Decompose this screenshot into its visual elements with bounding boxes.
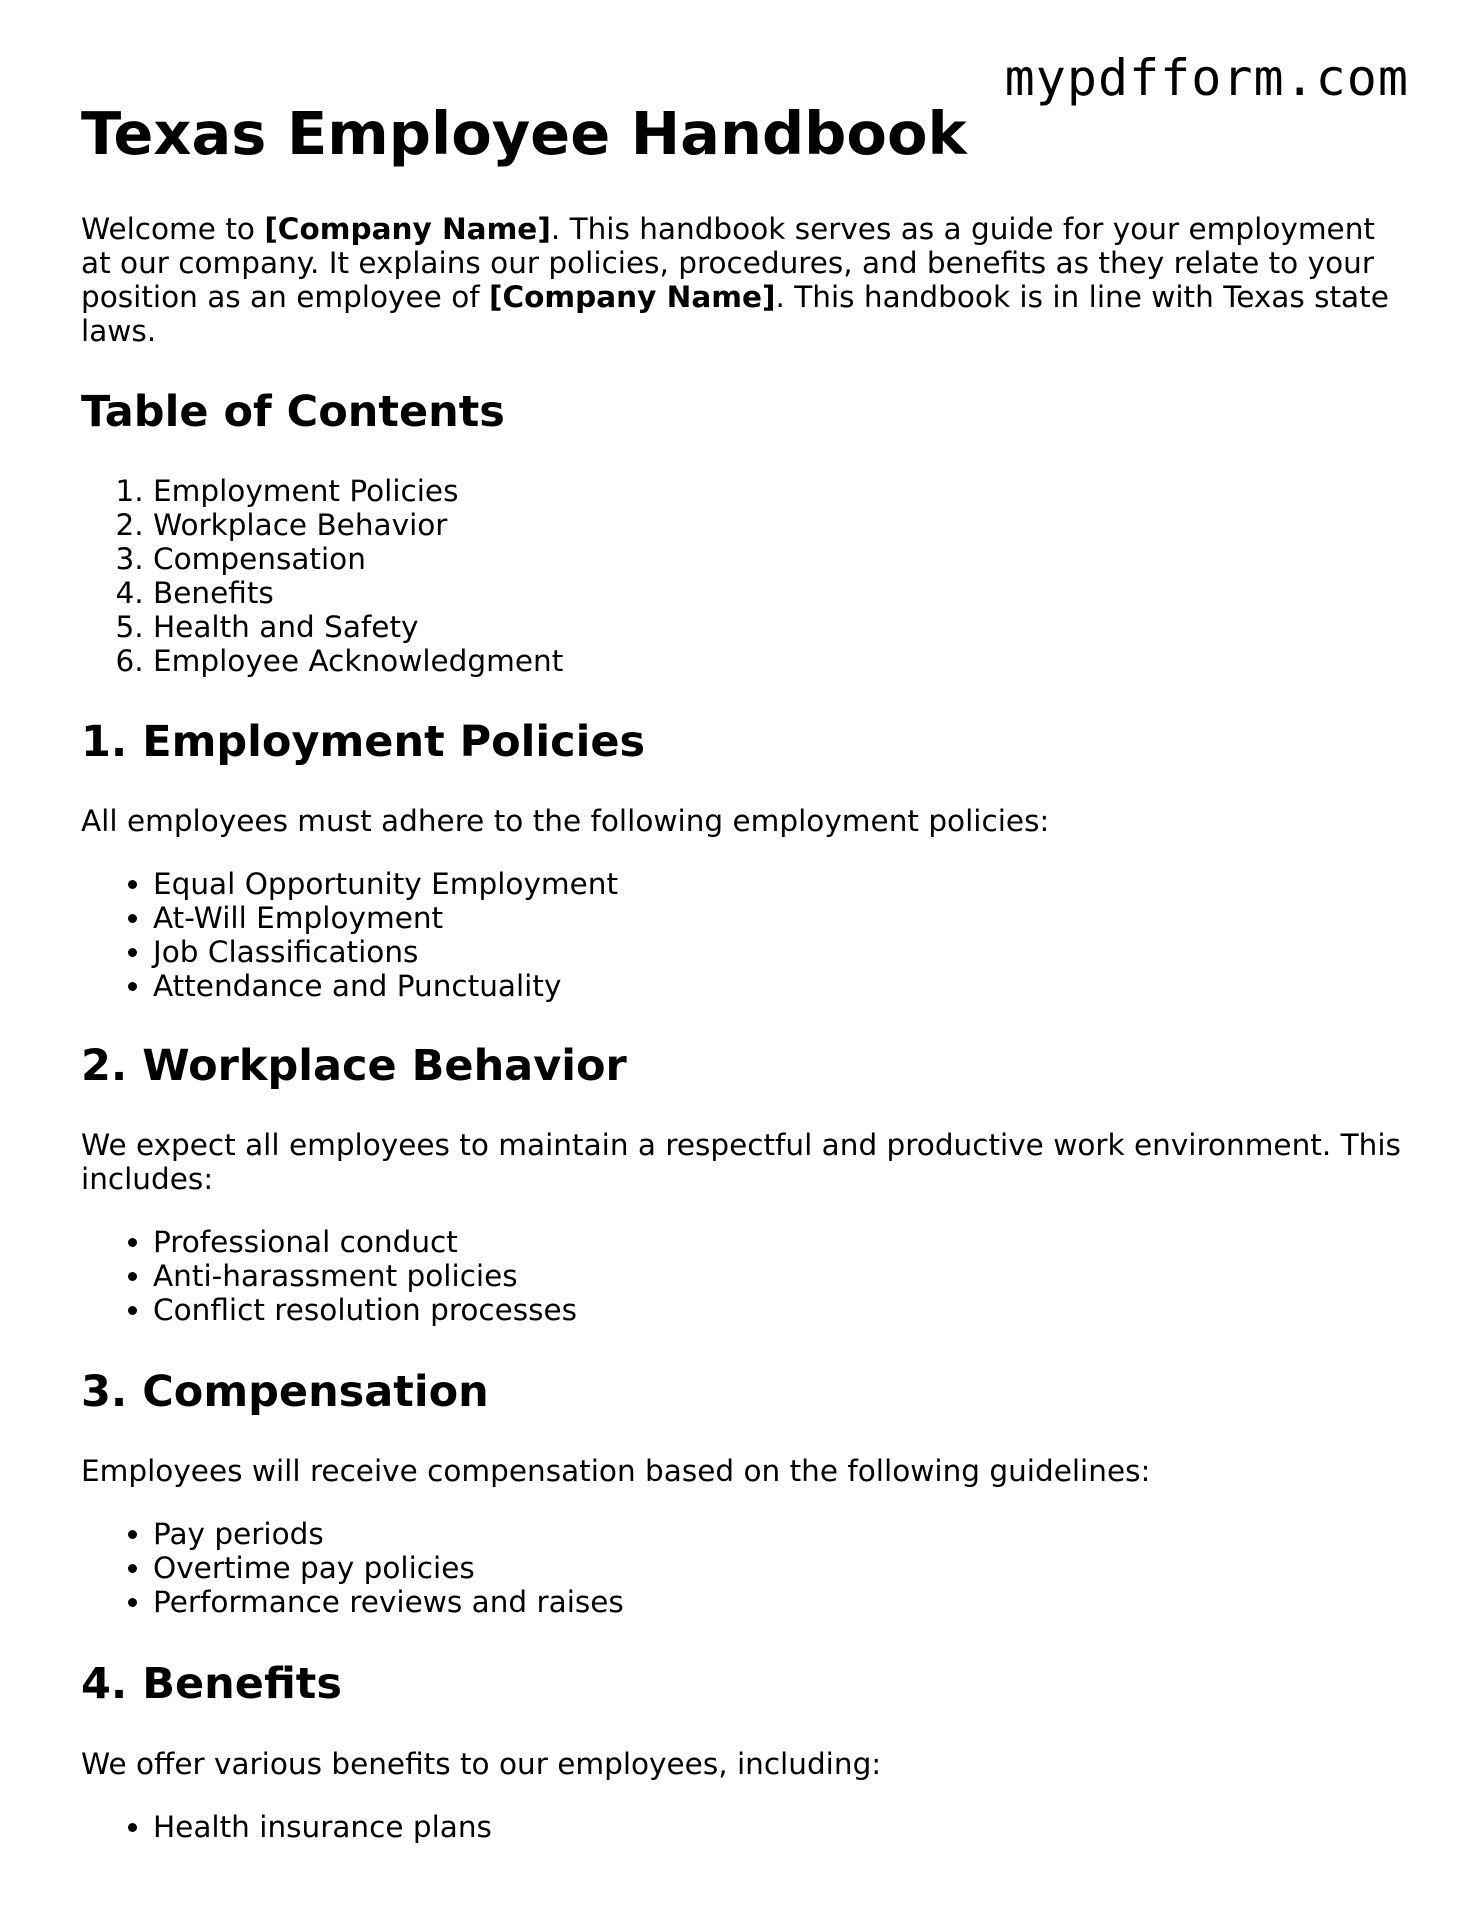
company-name-placeholder: [Company Name] bbox=[489, 280, 776, 314]
section-heading-workplace-behavior: 2. Workplace Behavior bbox=[81, 1041, 627, 1091]
section-text: Employees will receive compensation based on the following guidelines: bbox=[81, 1454, 1151, 1488]
toc-item: 6. Employee Acknowledgment bbox=[153, 644, 563, 678]
list-item: • Job Classifications bbox=[153, 935, 618, 969]
intro-text-1: Welcome to bbox=[81, 212, 265, 246]
toc-item: 1. Employment Policies bbox=[153, 474, 563, 508]
page-title: Texas Employee Handbook bbox=[81, 99, 967, 168]
toc-item: 3. Compensation bbox=[153, 542, 563, 576]
section-text: All employees must adhere to the following employment policies: bbox=[81, 804, 1050, 838]
watermark: mypdfform.com bbox=[1004, 49, 1409, 107]
section-list bbox=[81, 1225, 577, 1327]
list-item: • Anti-harassment policies bbox=[153, 1259, 577, 1293]
list-item: • Performance reviews and raises bbox=[153, 1585, 624, 1619]
toc-list bbox=[81, 474, 563, 678]
section-heading-employment-policies: 1. Employment Policies bbox=[81, 717, 646, 767]
section-text: We offer various benefits to our employees, including: bbox=[81, 1747, 882, 1781]
section-list bbox=[81, 1810, 492, 1844]
section-heading-benefits: 4. Benefits bbox=[81, 1659, 342, 1709]
company-name-placeholder: [Company Name] bbox=[264, 212, 551, 246]
toc-item: 4. Benefits bbox=[153, 576, 563, 610]
toc-item: 5. Health and Safety bbox=[153, 610, 563, 644]
list-item: • Health insurance plans bbox=[153, 1810, 492, 1844]
toc-heading: Table of Contents bbox=[81, 387, 505, 437]
list-item: • Conflict resolution processes bbox=[153, 1293, 577, 1327]
section-text: We expect all employees to maintain a respectful and productive work environment. This includes: bbox=[81, 1128, 1401, 1196]
intro-text-3: . This handbook is in line with Texas state laws. bbox=[81, 280, 1389, 348]
list-item: • Attendance and Punctuality bbox=[153, 969, 618, 1003]
section-list bbox=[81, 867, 618, 1003]
intro-paragraph bbox=[81, 212, 1411, 348]
list-item: • Professional conduct bbox=[153, 1225, 577, 1259]
section-heading-compensation: 3. Compensation bbox=[81, 1367, 489, 1417]
section-list bbox=[81, 1517, 624, 1619]
intro-text-2: . This handbook serves as a guide for your employment at our company. It explains our policies, procedures, and benefits as they relate to your position as an employee of bbox=[81, 212, 1375, 314]
list-item: • Overtime pay policies bbox=[153, 1551, 624, 1585]
list-item: • Pay periods bbox=[153, 1517, 624, 1551]
list-item: • At-Will Employment bbox=[153, 901, 618, 935]
list-item: • Equal Opportunity Employment bbox=[153, 867, 618, 901]
toc-item: 2. Workplace Behavior bbox=[153, 508, 563, 542]
